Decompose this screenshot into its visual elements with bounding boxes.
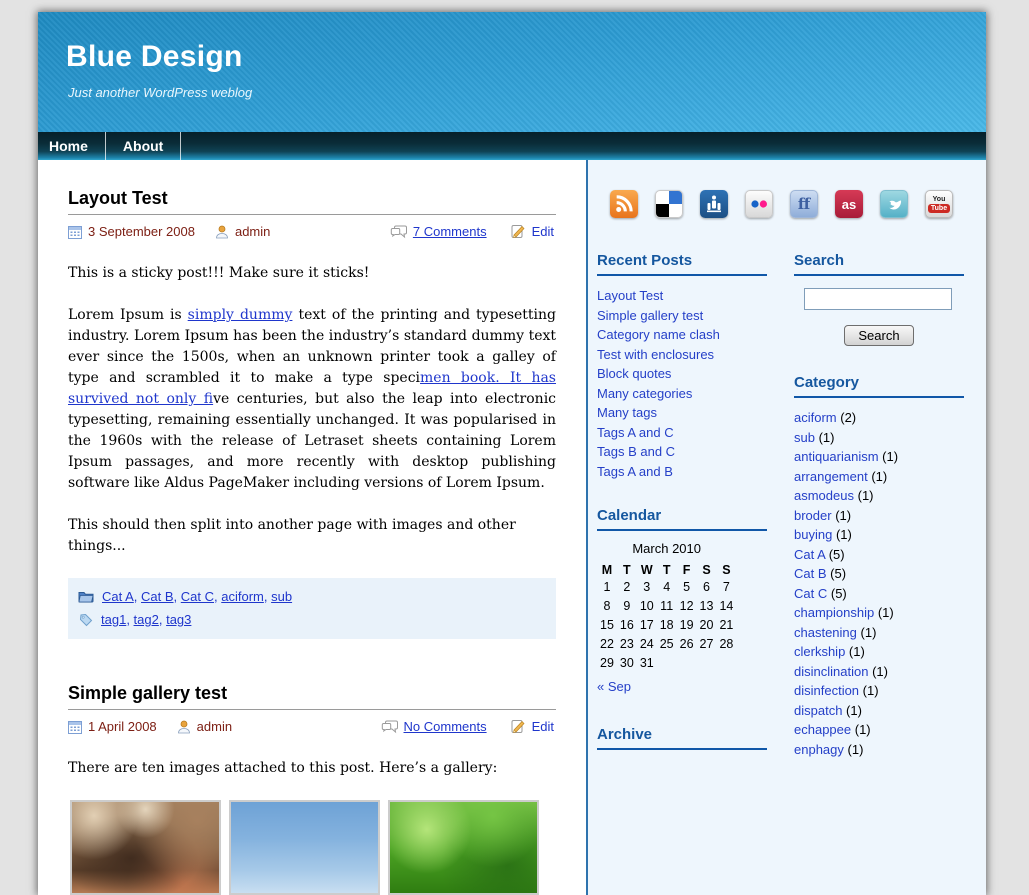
category-count: (1) xyxy=(872,663,888,679)
post-category-link[interactable]: Cat A xyxy=(102,589,134,604)
page-container xyxy=(38,12,986,895)
calendar-previous-month-link[interactable]: « Sep xyxy=(597,679,631,694)
calendar-day: 5 xyxy=(683,580,691,594)
post-date: 3 September 2008 xyxy=(88,224,195,239)
category-count: (1) xyxy=(871,468,888,484)
search-button[interactable]: Search xyxy=(844,325,913,346)
archive-title: Archive xyxy=(597,726,767,750)
calendar-week-row xyxy=(597,654,736,673)
category-count: (1) xyxy=(882,449,899,464)
calendar-day: 12 xyxy=(679,599,694,613)
post-simple-gallery-test xyxy=(68,683,556,895)
tag-icon xyxy=(78,613,93,627)
twitter-icon[interactable] xyxy=(880,190,908,218)
calendar-table xyxy=(597,541,736,673)
paragraph: This should then split into another page with images and other things... xyxy=(68,517,516,554)
recent-post-link[interactable]: Tags A and B xyxy=(597,463,673,479)
category-item xyxy=(794,467,964,487)
search-input[interactable] xyxy=(804,288,952,310)
image-gallery xyxy=(70,800,556,895)
category-count: (1) xyxy=(818,429,835,445)
category-count: (2) xyxy=(840,410,857,425)
category-item xyxy=(794,486,964,506)
recent-post-link[interactable]: Many tags xyxy=(597,405,657,420)
post-footer-box xyxy=(68,578,556,639)
recent-post-item xyxy=(597,442,767,462)
calendar-day: 29 xyxy=(600,656,614,670)
recent-posts-title: Recent Posts xyxy=(597,252,767,276)
edit-link[interactable]: Edit xyxy=(531,224,554,239)
category-count: (1) xyxy=(847,741,864,757)
calendar-day: 6 xyxy=(703,580,710,594)
recent-posts-widget xyxy=(597,252,767,481)
search-title: Search xyxy=(794,252,964,276)
recent-post-link[interactable]: Simple gallery test xyxy=(597,307,704,323)
category-count: (1) xyxy=(860,624,877,640)
edit-icon xyxy=(511,224,526,239)
calendar-weeks xyxy=(597,578,736,673)
calendar-day: 8 xyxy=(603,599,611,613)
post-category-link[interactable]: Cat B xyxy=(141,589,174,604)
edit-icon xyxy=(511,719,526,734)
calendar-day: 11 xyxy=(660,599,674,613)
calendar-day xyxy=(677,654,697,673)
author-link[interactable]: admin xyxy=(234,224,271,239)
category-link[interactable]: chastening xyxy=(794,624,857,640)
author-icon xyxy=(177,720,191,734)
post-title[interactable]: Simple gallery test xyxy=(68,683,556,710)
calendar-day xyxy=(657,654,677,673)
friendfeed-glyph: ff xyxy=(797,195,811,213)
calendar-day: 10 xyxy=(639,599,654,613)
calendar-day: 28 xyxy=(719,637,734,651)
category-item xyxy=(794,408,964,428)
recent-post-link[interactable]: Test with enclosures xyxy=(597,346,715,362)
calendar-day: 17 xyxy=(639,618,654,632)
category-count: (5) xyxy=(828,546,845,562)
calendar-day: 19 xyxy=(679,618,694,632)
category-count: (1) xyxy=(835,527,852,542)
flickr-icon[interactable] xyxy=(745,190,773,218)
calendar-day: 23 xyxy=(619,637,634,651)
calendar-week-row xyxy=(597,597,736,616)
social-icons-row xyxy=(610,190,986,218)
category-item xyxy=(794,642,964,662)
category-item xyxy=(794,584,964,604)
recent-post-item xyxy=(597,423,767,443)
friendfeed-icon[interactable] xyxy=(790,190,818,218)
calendar-day: 9 xyxy=(623,599,631,613)
calendar-widget xyxy=(597,507,767,696)
gallery-thumbnail-bark[interactable] xyxy=(70,800,221,895)
recent-posts-list xyxy=(597,286,767,481)
category-item xyxy=(794,428,964,448)
post-tag-link[interactable]: tag2 xyxy=(133,612,159,627)
calendar-caption: March 2010 xyxy=(632,541,701,556)
calendar-day: 13 xyxy=(699,599,714,613)
main-navigation xyxy=(38,132,986,160)
category-link[interactable]: echappee xyxy=(794,722,852,737)
category-item xyxy=(794,681,964,701)
calendar-day: 15 xyxy=(600,618,614,632)
recent-post-link[interactable]: Layout Test xyxy=(597,288,664,303)
post-body xyxy=(68,758,556,779)
digg-icon[interactable] xyxy=(700,190,728,218)
calendar-day: 18 xyxy=(659,618,674,632)
post-body xyxy=(68,263,556,557)
inline-link[interactable]: men book. It has survived not only fi xyxy=(68,370,556,407)
calendar-day: 2 xyxy=(623,580,631,594)
category-link[interactable]: arrangement xyxy=(794,468,868,484)
author-link[interactable]: admin xyxy=(196,719,233,734)
calendar-day: 14 xyxy=(719,599,734,613)
author-icon xyxy=(215,225,229,239)
recent-post-item xyxy=(597,306,767,326)
category-count: (1) xyxy=(854,722,871,737)
category-item xyxy=(794,447,964,467)
paragraph: There are ten images attached to this post. Here’s a gallery: xyxy=(68,760,498,776)
category-item xyxy=(794,623,964,643)
sidebar-columns xyxy=(597,252,986,759)
site-header xyxy=(38,12,986,132)
post-category-link[interactable]: aciform xyxy=(221,589,264,604)
post-category-link[interactable]: sub xyxy=(271,589,293,604)
sidebar-right-column xyxy=(794,252,964,759)
calendar-day: 22 xyxy=(600,637,614,651)
category-link[interactable]: championship xyxy=(794,605,875,620)
calendar-day: 30 xyxy=(619,656,634,670)
post-meta xyxy=(68,719,556,734)
post-tag-link[interactable]: tag1 xyxy=(101,612,127,627)
main-column xyxy=(38,160,586,895)
site-title-link[interactable]: Blue Design xyxy=(66,40,243,73)
calendar-day xyxy=(716,654,736,673)
recent-post-link[interactable]: Category name clash xyxy=(597,327,720,342)
sidebar-left-column xyxy=(597,252,767,759)
category-link[interactable]: aciform xyxy=(794,410,837,425)
calendar-day: 27 xyxy=(699,637,714,651)
post-meta xyxy=(68,224,556,239)
recent-post-link[interactable]: Tags A and C xyxy=(597,424,674,440)
post-layout-test xyxy=(68,188,556,639)
calendar-day: 3 xyxy=(643,580,651,594)
calendar-title: Calendar xyxy=(597,507,767,531)
category-count: (1) xyxy=(835,507,852,523)
category-link[interactable]: clerkship xyxy=(794,644,846,659)
category-link[interactable]: Cat A xyxy=(794,546,826,562)
calendar-day: 1 xyxy=(603,580,611,594)
post-title[interactable]: Layout Test xyxy=(68,188,556,215)
post-date: 1 April 2008 xyxy=(88,719,157,734)
calendar-day-headers: M T W T F S S xyxy=(601,563,731,577)
comments-bubble-icon xyxy=(381,720,398,734)
comments-link[interactable]: No Comments xyxy=(403,719,487,734)
category-item xyxy=(794,545,964,565)
category-link[interactable]: Cat B xyxy=(794,566,827,581)
recent-post-item xyxy=(597,384,767,404)
categories-row xyxy=(78,585,546,608)
site-tagline: Just another WordPress weblog xyxy=(68,85,253,100)
calendar-day: 26 xyxy=(679,637,694,651)
search-widget xyxy=(794,252,964,346)
category-link[interactable]: disinclination xyxy=(794,663,869,679)
category-item xyxy=(794,662,964,682)
category-count: (5) xyxy=(830,566,847,581)
category-links xyxy=(102,585,292,608)
calendar-day: 16 xyxy=(619,618,634,632)
category-count: (1) xyxy=(877,605,894,620)
comments-link[interactable]: 7 Comments xyxy=(412,224,487,239)
calendar-day: 25 xyxy=(659,637,674,651)
tags-row xyxy=(78,608,546,631)
tag-links xyxy=(101,608,191,631)
edit-link[interactable]: Edit xyxy=(531,719,554,734)
calendar-week-row xyxy=(597,578,736,597)
youtube-glyph-you: You xyxy=(932,195,946,203)
category-link[interactable]: Cat C xyxy=(794,585,828,601)
category-item xyxy=(794,506,964,526)
calendar-date-icon xyxy=(68,225,82,239)
nav-item-about[interactable]: About xyxy=(106,132,181,160)
calendar-day: 7 xyxy=(722,580,730,594)
recent-post-item xyxy=(597,286,767,306)
paragraph: Lorem Ipsum is simply dummy text of the printing and typesetting industry. Lorem Ipsum has been the industry’s standard dummy text ever since the 1500s, when an unknown printer took a galley of type and scrambled it to make a type specimen book. It has survived not only five centuries, but also the leap into electronic typesetting, remaining essentially unchanged. It was popularised in the 1960s with the release of Letraset sheets containing Lorem Ipsum passages, and more recently with desktop publishing software like Aldus PageMaker including versions of Lorem Ipsum. xyxy=(68,307,557,491)
rss-icon[interactable] xyxy=(610,190,638,218)
category-link[interactable]: dispatch xyxy=(794,702,843,718)
recent-post-item xyxy=(597,403,767,423)
calendar-day: 24 xyxy=(639,637,654,651)
calendar-day: 20 xyxy=(699,618,714,632)
category-title: Category xyxy=(794,374,964,398)
category-link[interactable]: enphagy xyxy=(794,741,844,757)
comments-bubble-icon xyxy=(390,225,407,239)
nav-item-home[interactable]: Home xyxy=(38,132,106,160)
category-item xyxy=(794,701,964,721)
recent-post-link[interactable]: Block quotes xyxy=(597,366,672,381)
category-link[interactable]: sub xyxy=(794,429,815,445)
calendar-week-row xyxy=(597,635,736,654)
category-item xyxy=(794,603,964,623)
category-link[interactable]: buying xyxy=(794,527,833,542)
calendar-day xyxy=(697,654,717,673)
calendar-day: 4 xyxy=(663,580,671,594)
recent-post-item xyxy=(597,364,767,384)
category-count: (1) xyxy=(862,683,879,698)
category-item xyxy=(794,564,964,584)
inline-link[interactable]: simply dummy xyxy=(187,307,293,323)
category-item xyxy=(794,740,964,760)
recent-post-item xyxy=(597,325,767,345)
category-count: (1) xyxy=(857,488,874,503)
recent-post-item xyxy=(597,345,767,365)
recent-post-link[interactable]: Many categories xyxy=(597,385,693,401)
category-item xyxy=(794,525,964,545)
content-area xyxy=(38,160,986,895)
paragraph: This is a sticky post!!! Make sure it sticks! xyxy=(68,265,370,281)
calendar-day: 31 xyxy=(639,656,654,670)
category-list xyxy=(794,408,964,759)
youtube-icon[interactable] xyxy=(925,190,953,218)
category-count: (1) xyxy=(846,702,862,718)
recent-post-link[interactable]: Tags B and C xyxy=(597,444,676,459)
category-link[interactable]: disinfection xyxy=(794,683,860,698)
category-count: (5) xyxy=(830,585,847,601)
post-tag-link[interactable]: tag3 xyxy=(166,612,192,627)
folder-icon xyxy=(78,590,94,603)
calendar-day: 21 xyxy=(719,618,734,632)
delicious-icon[interactable] xyxy=(655,190,683,218)
post-category-link[interactable]: Cat C xyxy=(180,589,215,604)
recent-post-item xyxy=(597,462,767,482)
lastfm-icon[interactable] xyxy=(835,190,863,218)
gallery-thumbnail-sky[interactable] xyxy=(229,800,380,895)
youtube-glyph-tube: Tube xyxy=(928,204,950,213)
sidebar xyxy=(586,160,986,895)
calendar-date-icon xyxy=(68,720,82,734)
category-link[interactable]: asmodeus xyxy=(794,488,854,503)
lastfm-glyph: as xyxy=(841,196,857,212)
category-link[interactable]: broder xyxy=(794,507,832,523)
gallery-thumbnail-moss[interactable] xyxy=(388,800,539,895)
category-link[interactable]: antiquarianism xyxy=(794,449,879,464)
category-widget xyxy=(794,374,964,759)
category-count: (1) xyxy=(848,644,865,659)
calendar-week-row xyxy=(597,616,736,635)
